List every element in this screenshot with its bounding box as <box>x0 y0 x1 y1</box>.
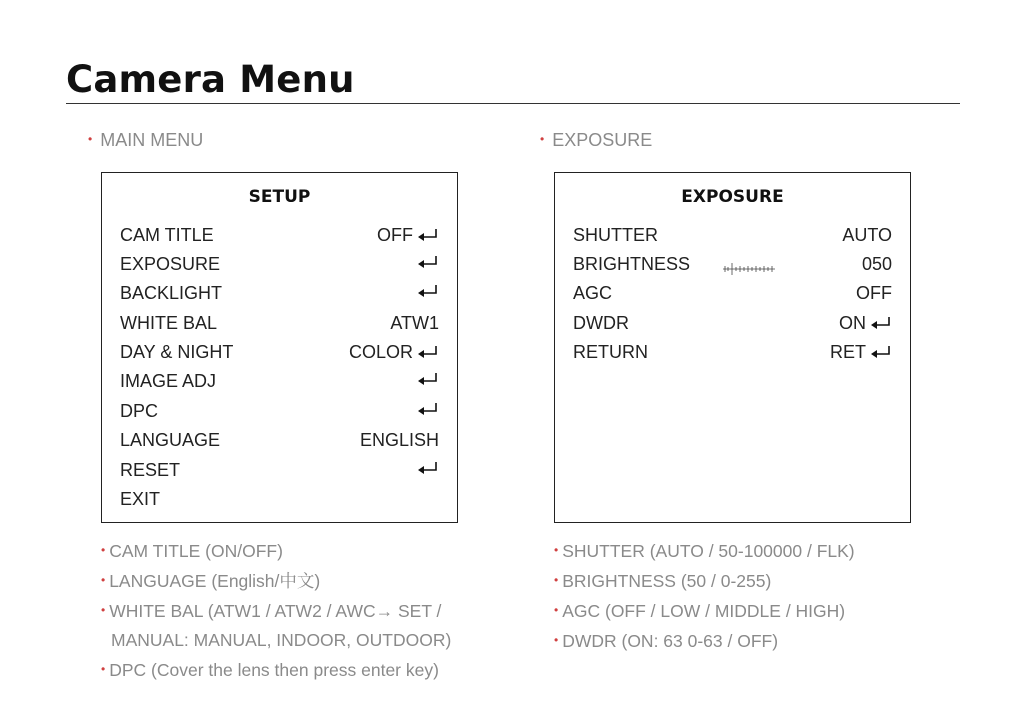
menu-row-label: RESET <box>120 460 181 480</box>
note-item <box>554 626 855 656</box>
menu-row-value: ATW1 <box>390 313 439 333</box>
main-menu-label-text: MAIN MENU <box>100 130 204 150</box>
note-item <box>554 566 855 596</box>
menu-row-value: RET <box>830 342 866 362</box>
menu-row-label: BACKLIGHT <box>120 283 223 303</box>
menu-row-value: 050 <box>861 254 892 274</box>
menu-row-shutter[interactable] <box>573 225 892 249</box>
exposure-label-text: EXPOSURE <box>552 130 653 150</box>
note-text: CAM TITLE (ON/OFF) <box>109 541 283 561</box>
note-text: BRIGHTNESS (50 / 0-255) <box>562 571 772 591</box>
enter-icon <box>417 227 439 245</box>
enter-icon <box>417 460 439 478</box>
note-item <box>101 566 451 596</box>
menu-row-cam-title[interactable] <box>120 225 439 249</box>
note-text: MANUAL: MANUAL, INDOOR, OUTDOOR) <box>111 630 452 650</box>
note-text: SHUTTER (AUTO / 50-100000 / FLK) <box>562 541 855 561</box>
bullet-icon: • <box>554 573 559 587</box>
menu-row-label: SHUTTER <box>573 225 658 245</box>
menu-row-label: DPC <box>120 401 159 421</box>
menu-row-label: WHITE BAL <box>120 313 218 333</box>
main-menu-section-label <box>88 130 203 151</box>
menu-row-value: OFF <box>377 225 413 245</box>
exposure-menu-heading: EXPOSURE <box>681 187 784 207</box>
menu-row-value: OFF <box>856 283 892 303</box>
enter-icon <box>417 283 439 301</box>
title-rule <box>66 103 960 104</box>
menu-row-label: RETURN <box>573 342 648 362</box>
bullet-icon: • <box>554 603 559 617</box>
enter-icon <box>417 254 439 272</box>
enter-icon <box>417 344 439 362</box>
menu-row-label: EXIT <box>120 489 161 509</box>
bullet-icon: • <box>101 543 106 557</box>
exposure-section-label <box>540 130 652 151</box>
menu-row-value: AUTO <box>842 225 892 245</box>
note-item <box>101 655 451 685</box>
enter-icon <box>417 401 439 419</box>
note-item <box>554 596 855 626</box>
menu-row-label: LANGUAGE <box>120 430 221 450</box>
menu-row-backlight[interactable] <box>120 283 439 307</box>
menu-row-day-night[interactable] <box>120 342 439 366</box>
menu-row-dwdr[interactable] <box>573 313 892 337</box>
note-text: LANGUAGE (English/中文) <box>109 571 321 591</box>
bullet-icon: • <box>101 573 106 587</box>
note-text: WHITE BAL (ATW1 / ATW2 / AWC→ SET / <box>109 601 442 621</box>
note-item <box>101 596 451 626</box>
main-menu-notes <box>101 536 451 685</box>
menu-row-agc[interactable] <box>573 283 892 307</box>
menu-row-reset[interactable] <box>120 460 439 484</box>
menu-row-return[interactable] <box>573 342 892 366</box>
exposure-menu-box <box>554 172 911 523</box>
note-item <box>101 536 451 566</box>
menu-row-value: COLOR <box>348 342 413 362</box>
page-title: Camera Menu <box>66 58 355 101</box>
menu-row-label: DWDR <box>573 313 629 333</box>
menu-row-label: BRIGHTNESS <box>573 254 691 274</box>
slider-scale-icon[interactable] <box>723 259 775 271</box>
menu-row-exposure[interactable] <box>120 254 439 278</box>
bullet-icon: • <box>554 543 559 557</box>
menu-row-dpc[interactable] <box>120 401 439 425</box>
menu-row-label: DAY & NIGHT <box>120 342 234 362</box>
menu-row-label: AGC <box>573 283 613 303</box>
menu-row-value: ON <box>839 313 866 333</box>
bullet-icon: • <box>101 662 106 676</box>
note-text: DWDR (ON: 63 0-63 / OFF) <box>562 631 779 651</box>
note-item-continuation <box>101 626 451 655</box>
bullet-icon: • <box>540 132 545 146</box>
note-text: DPC (Cover the lens then press enter key) <box>109 660 439 680</box>
menu-row-label: IMAGE ADJ <box>120 371 217 391</box>
menu-row-label: CAM TITLE <box>120 225 214 245</box>
setup-menu-heading: SETUP <box>248 187 311 207</box>
menu-row-image-adj[interactable] <box>120 371 439 395</box>
menu-row-language[interactable] <box>120 430 439 454</box>
enter-icon <box>870 315 892 333</box>
exposure-notes <box>554 536 855 656</box>
menu-row-exit[interactable] <box>120 489 439 513</box>
setup-menu-box <box>101 172 458 523</box>
bullet-icon: • <box>101 603 106 617</box>
enter-icon <box>870 344 892 362</box>
menu-row-label: EXPOSURE <box>120 254 221 274</box>
menu-row-white-bal[interactable] <box>120 313 439 337</box>
note-text: AGC (OFF / LOW / MIDDLE / HIGH) <box>562 601 846 621</box>
menu-row-value: ENGLISH <box>359 430 439 450</box>
menu-row-brightness[interactable] <box>573 254 892 278</box>
bullet-icon: • <box>88 132 93 146</box>
bullet-icon: • <box>554 633 559 647</box>
enter-icon <box>417 371 439 389</box>
note-item <box>554 536 855 566</box>
